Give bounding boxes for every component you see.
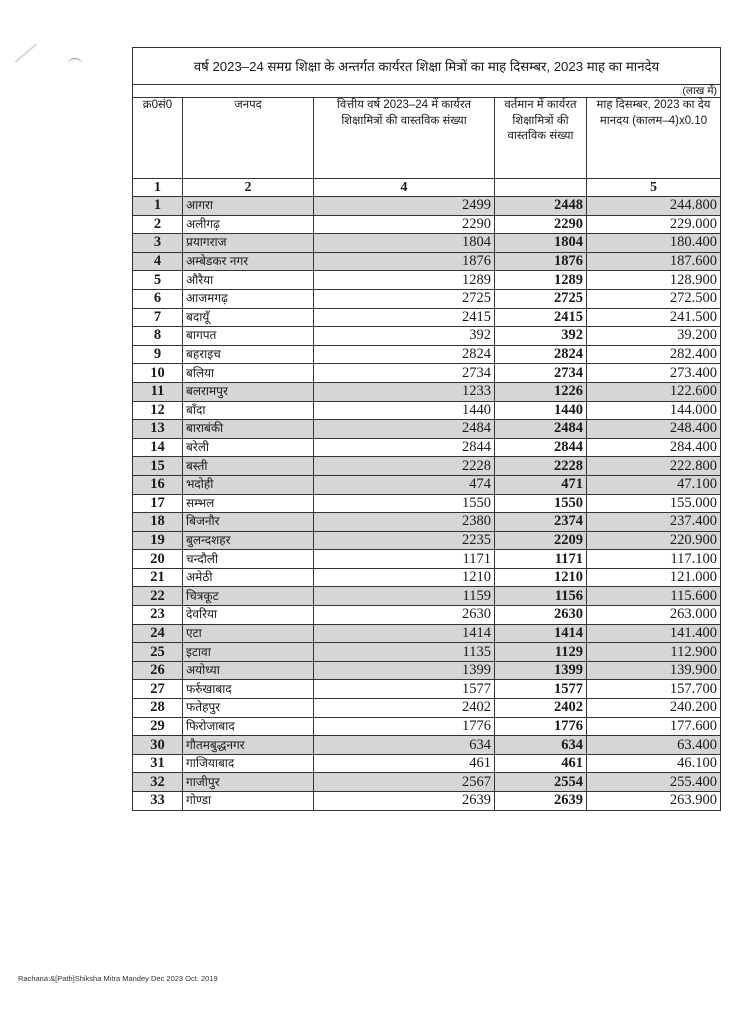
district-cell: गाजीपुर (183, 773, 314, 792)
amount-cell: 144.000 (587, 401, 721, 420)
amount-cell: 139.900 (587, 661, 721, 680)
current-count-cell: 471 (495, 475, 587, 494)
scan-smudge (15, 43, 38, 63)
serial-number-cell: 5 (133, 271, 183, 290)
current-count-cell: 2448 (495, 197, 587, 216)
current-count-cell: 1129 (495, 643, 587, 662)
title-row (133, 48, 721, 85)
district-cell: चन्दौली (183, 550, 314, 569)
fy-count-cell: 2380 (314, 513, 495, 532)
district-cell: फिरोजाबाद (183, 717, 314, 736)
header-serial: क्र0सं0 (133, 98, 183, 179)
serial-number-cell: 29 (133, 717, 183, 736)
fy-count-cell: 1210 (314, 568, 495, 587)
current-count-cell: 1804 (495, 234, 587, 253)
table-row (133, 345, 721, 364)
fy-count-cell: 2639 (314, 792, 495, 811)
fy-count-cell: 634 (314, 736, 495, 755)
fy-count-cell: 1577 (314, 680, 495, 699)
district-cell: गोण्डा (183, 792, 314, 811)
fy-count-cell: 2415 (314, 308, 495, 327)
table-row (133, 197, 721, 216)
header-honorarium: माह दिसम्बर, 2023 का देय मानदय (कालम–4)x0.10 (587, 98, 721, 179)
amount-cell: 141.400 (587, 624, 721, 643)
current-count-cell: 2484 (495, 420, 587, 439)
table-row (133, 550, 721, 569)
current-count-cell: 2228 (495, 457, 587, 476)
amount-cell: 237.400 (587, 513, 721, 532)
current-count-cell: 1156 (495, 587, 587, 606)
header-row (133, 98, 721, 179)
serial-number-cell: 33 (133, 792, 183, 811)
table-row (133, 271, 721, 290)
current-count-cell: 1550 (495, 494, 587, 513)
table-row (133, 568, 721, 587)
current-count-cell: 2554 (495, 773, 587, 792)
amount-cell: 155.000 (587, 494, 721, 513)
amount-cell: 117.100 (587, 550, 721, 569)
fy-count-cell: 392 (314, 327, 495, 346)
fy-count-cell: 2235 (314, 531, 495, 550)
amount-cell: 220.900 (587, 531, 721, 550)
district-cell: अलीगढ़ (183, 215, 314, 234)
serial-number-cell: 16 (133, 475, 183, 494)
amount-cell: 284.400 (587, 438, 721, 457)
table-row (133, 420, 721, 439)
scan-mark (68, 58, 82, 69)
current-count-cell: 2374 (495, 513, 587, 532)
current-count-cell: 1414 (495, 624, 587, 643)
table-row (133, 643, 721, 662)
amount-cell: 157.700 (587, 680, 721, 699)
fy-count-cell: 2228 (314, 457, 495, 476)
district-cell: एटा (183, 624, 314, 643)
fy-count-cell: 2734 (314, 364, 495, 383)
district-cell: बलिया (183, 364, 314, 383)
fy-count-cell: 2290 (314, 215, 495, 234)
amount-cell: 272.500 (587, 289, 721, 308)
current-count-cell: 1440 (495, 401, 587, 420)
fy-count-cell: 1159 (314, 587, 495, 606)
amount-cell: 241.500 (587, 308, 721, 327)
serial-number-cell: 4 (133, 252, 183, 271)
district-cell: बहराइच (183, 345, 314, 364)
table-row (133, 289, 721, 308)
table-row (133, 252, 721, 271)
district-cell: आगरा (183, 197, 314, 216)
fy-count-cell: 1289 (314, 271, 495, 290)
current-count-cell: 392 (495, 327, 587, 346)
serial-number-cell: 17 (133, 494, 183, 513)
table-row (133, 513, 721, 532)
current-count-cell: 2290 (495, 215, 587, 234)
amount-cell: 122.600 (587, 382, 721, 401)
current-count-cell: 2402 (495, 699, 587, 718)
column-number: 4 (314, 179, 495, 197)
serial-number-cell: 14 (133, 438, 183, 457)
fy-count-cell: 2844 (314, 438, 495, 457)
amount-cell: 273.400 (587, 364, 721, 383)
current-count-cell: 461 (495, 754, 587, 773)
district-cell: भदोही (183, 475, 314, 494)
table-row (133, 754, 721, 773)
district-cell: बाँदा (183, 401, 314, 420)
district-cell: प्रयागराज (183, 234, 314, 253)
district-cell: आजमगढ़ (183, 289, 314, 308)
district-cell: अमेठी (183, 568, 314, 587)
district-cell: देवरिया (183, 606, 314, 625)
current-count-cell: 2415 (495, 308, 587, 327)
district-cell: बागपत (183, 327, 314, 346)
table-row (133, 792, 721, 811)
current-count-cell: 2824 (495, 345, 587, 364)
serial-number-cell: 7 (133, 308, 183, 327)
table-row (133, 475, 721, 494)
serial-number-cell: 3 (133, 234, 183, 253)
amount-cell: 229.000 (587, 215, 721, 234)
table-row (133, 587, 721, 606)
header-district: जनपद (183, 98, 314, 179)
honorarium-table (132, 47, 721, 811)
header-fy-actual: वित्तीय वर्ष 2023–24 में कार्यरत शिक्षामित्रों की वास्तविक संख्या (314, 98, 495, 179)
current-count-cell: 634 (495, 736, 587, 755)
district-cell: बुलन्दशहर (183, 531, 314, 550)
serial-number-cell: 1 (133, 197, 183, 216)
serial-number-cell: 12 (133, 401, 183, 420)
current-count-cell: 1171 (495, 550, 587, 569)
serial-number-cell: 30 (133, 736, 183, 755)
fy-count-cell: 474 (314, 475, 495, 494)
current-count-cell: 1289 (495, 271, 587, 290)
serial-number-cell: 31 (133, 754, 183, 773)
amount-cell: 263.900 (587, 792, 721, 811)
amount-cell: 248.400 (587, 420, 721, 439)
fy-count-cell: 1135 (314, 643, 495, 662)
current-count-cell: 1776 (495, 717, 587, 736)
fy-count-cell: 1776 (314, 717, 495, 736)
amount-cell: 255.400 (587, 773, 721, 792)
fy-count-cell: 1399 (314, 661, 495, 680)
serial-number-cell: 22 (133, 587, 183, 606)
district-cell: बलरामपुर (183, 382, 314, 401)
fy-count-cell: 2824 (314, 345, 495, 364)
amount-cell: 263.000 (587, 606, 721, 625)
document-title: वर्ष 2023–24 समग्र शिक्षा के अन्तर्गत कार्यरत शिक्षा मित्रों का माह दिसम्बर, 2023 माह का मानदेय (133, 48, 721, 85)
district-cell: गाजियाबाद (183, 754, 314, 773)
table-row (133, 531, 721, 550)
table-row (133, 234, 721, 253)
current-count-cell: 1210 (495, 568, 587, 587)
header-current-actual: वर्तमान में कार्यरत शिक्षामित्रों की वास्तविक संख्या (495, 98, 587, 179)
serial-number-cell: 9 (133, 345, 183, 364)
amount-cell: 39.200 (587, 327, 721, 346)
current-count-cell: 2209 (495, 531, 587, 550)
fy-count-cell: 1233 (314, 382, 495, 401)
amount-cell: 47.100 (587, 475, 721, 494)
district-cell: अयोध्या (183, 661, 314, 680)
fy-count-cell: 1171 (314, 550, 495, 569)
serial-number-cell: 15 (133, 457, 183, 476)
fy-count-cell: 1414 (314, 624, 495, 643)
serial-number-cell: 6 (133, 289, 183, 308)
serial-number-cell: 26 (133, 661, 183, 680)
amount-cell: 222.800 (587, 457, 721, 476)
table-row (133, 457, 721, 476)
column-number: 1 (133, 179, 183, 197)
table-row (133, 364, 721, 383)
serial-number-cell: 32 (133, 773, 183, 792)
district-cell: औरैया (183, 271, 314, 290)
fy-count-cell: 2567 (314, 773, 495, 792)
table-row (133, 606, 721, 625)
table-row (133, 717, 721, 736)
district-cell: बरेली (183, 438, 314, 457)
amount-cell: 46.100 (587, 754, 721, 773)
column-number: 5 (587, 179, 721, 197)
amount-cell: 187.600 (587, 252, 721, 271)
current-count-cell: 2630 (495, 606, 587, 625)
table-row (133, 773, 721, 792)
district-cell: चित्रकूट (183, 587, 314, 606)
footer-path: Rachana:&[Path]Shiksha Mitra Mandey Dec 2023 Oct. 2019 (18, 974, 218, 983)
serial-number-cell: 10 (133, 364, 183, 383)
serial-number-cell: 18 (133, 513, 183, 532)
current-count-cell: 2844 (495, 438, 587, 457)
serial-number-cell: 23 (133, 606, 183, 625)
district-cell: बाराबंकी (183, 420, 314, 439)
fy-count-cell: 2484 (314, 420, 495, 439)
current-count-cell: 2725 (495, 289, 587, 308)
amount-cell: 282.400 (587, 345, 721, 364)
table-row (133, 494, 721, 513)
fy-count-cell: 2402 (314, 699, 495, 718)
serial-number-cell: 27 (133, 680, 183, 699)
serial-number-cell: 24 (133, 624, 183, 643)
amount-cell: 128.900 (587, 271, 721, 290)
current-count-cell: 1399 (495, 661, 587, 680)
district-cell: इटावा (183, 643, 314, 662)
table-row (133, 382, 721, 401)
amount-cell: 121.000 (587, 568, 721, 587)
serial-number-cell: 21 (133, 568, 183, 587)
serial-number-cell: 28 (133, 699, 183, 718)
current-count-cell: 1577 (495, 680, 587, 699)
fy-count-cell: 461 (314, 754, 495, 773)
table-row (133, 215, 721, 234)
serial-number-cell: 8 (133, 327, 183, 346)
current-count-cell: 1226 (495, 382, 587, 401)
amount-cell: 180.400 (587, 234, 721, 253)
district-cell: अम्बेडकर नगर (183, 252, 314, 271)
current-count-cell: 1876 (495, 252, 587, 271)
amount-cell: 244.800 (587, 197, 721, 216)
district-cell: बदायूँ (183, 308, 314, 327)
district-cell: गौतमबुद्धनगर (183, 736, 314, 755)
district-cell: फर्रुखाबाद (183, 680, 314, 699)
table-row (133, 308, 721, 327)
serial-number-cell: 20 (133, 550, 183, 569)
amount-cell: 115.600 (587, 587, 721, 606)
serial-number-cell: 25 (133, 643, 183, 662)
current-count-cell: 2734 (495, 364, 587, 383)
table-row (133, 624, 721, 643)
table-row (133, 438, 721, 457)
fy-count-cell: 1440 (314, 401, 495, 420)
table-row (133, 401, 721, 420)
unit-row (133, 85, 721, 98)
fy-count-cell: 1876 (314, 252, 495, 271)
column-number-row (133, 179, 721, 197)
unit-note: (लाख में) (133, 85, 721, 98)
column-number (495, 179, 587, 197)
amount-cell: 112.900 (587, 643, 721, 662)
serial-number-cell: 13 (133, 420, 183, 439)
table-row (133, 327, 721, 346)
serial-number-cell: 19 (133, 531, 183, 550)
amount-cell: 63.400 (587, 736, 721, 755)
amount-cell: 177.600 (587, 717, 721, 736)
fy-count-cell: 2725 (314, 289, 495, 308)
serial-number-cell: 2 (133, 215, 183, 234)
district-cell: फतेहपुर (183, 699, 314, 718)
district-cell: सम्भल (183, 494, 314, 513)
district-cell: बिजनौर (183, 513, 314, 532)
fy-count-cell: 1804 (314, 234, 495, 253)
district-cell: बस्ती (183, 457, 314, 476)
column-number: 2 (183, 179, 314, 197)
amount-cell: 240.200 (587, 699, 721, 718)
table-row (133, 661, 721, 680)
serial-number-cell: 11 (133, 382, 183, 401)
fy-count-cell: 2499 (314, 197, 495, 216)
table-row (133, 736, 721, 755)
fy-count-cell: 1550 (314, 494, 495, 513)
current-count-cell: 2639 (495, 792, 587, 811)
table-row (133, 680, 721, 699)
fy-count-cell: 2630 (314, 606, 495, 625)
table-row (133, 699, 721, 718)
